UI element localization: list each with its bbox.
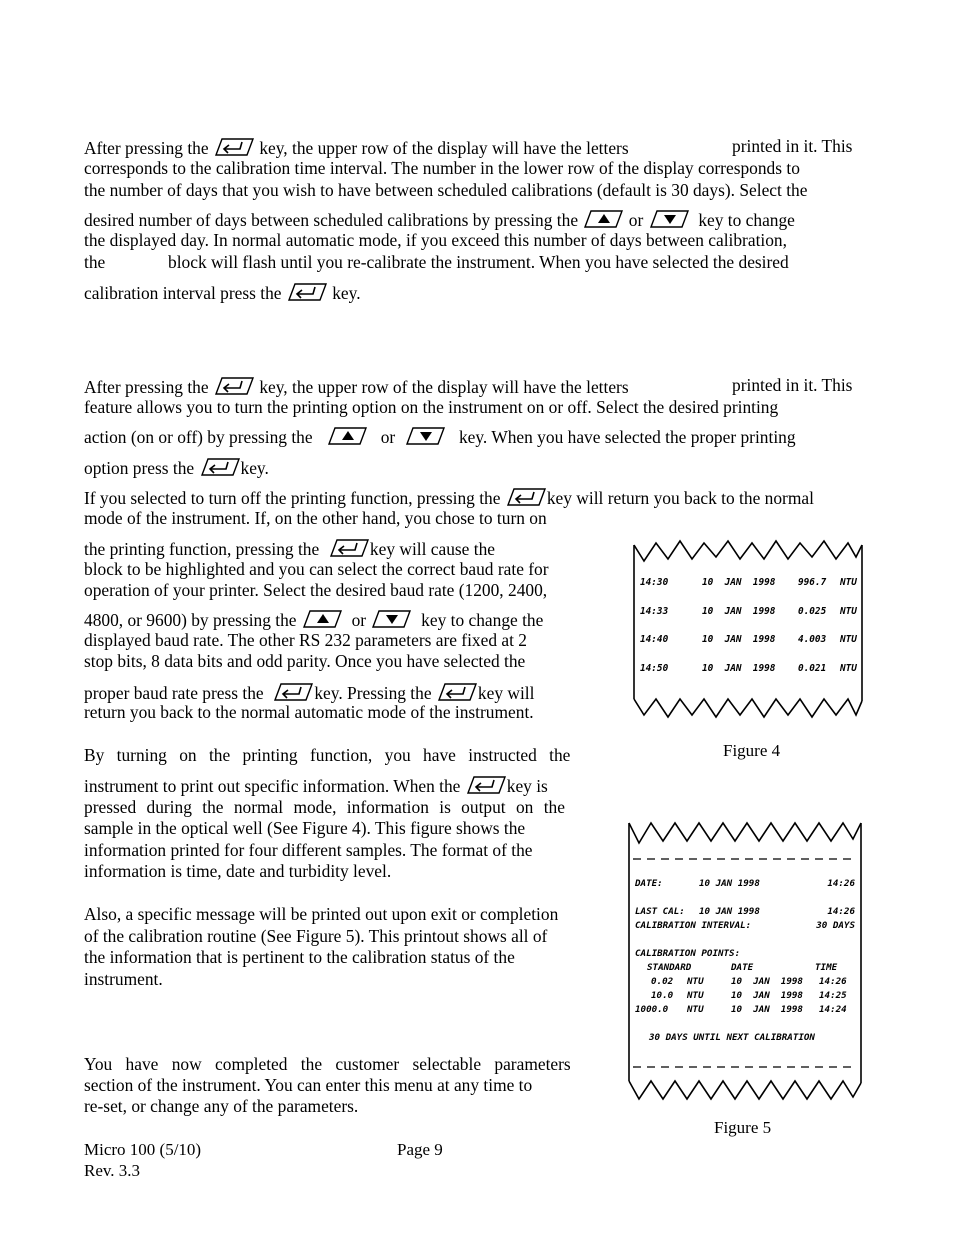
para3-line3 <box>84 537 495 561</box>
figure5-point-date: 10 JAN 1998 <box>731 990 803 1001</box>
figure5-point-time: 14:24 <box>819 1004 847 1015</box>
col-date: DATE <box>731 962 754 973</box>
enter-key-icon <box>328 537 370 559</box>
para1-line2: corresponds to the calibration time interval. The number in the lower row of the display corresponds to <box>84 158 800 178</box>
figure4-unit: NTU <box>840 634 857 645</box>
footer-page-number: Page 9 <box>397 1140 443 1159</box>
text: key is <box>506 776 548 796</box>
figure4-date: 10 JAN 1998 <box>702 605 776 617</box>
footer-revision: Rev. 3.3 <box>84 1161 141 1180</box>
figure5-point-date: 10 JAN 1998 <box>731 1004 803 1015</box>
text: the printing function, pressing the <box>84 539 320 559</box>
down-arrow-key-icon <box>648 208 690 230</box>
figure4-row <box>640 606 862 635</box>
para5-line4: instrument. <box>84 969 163 989</box>
figure4-time: 14:40 <box>640 634 669 645</box>
para3-line1 <box>84 486 814 510</box>
para2-line4 <box>84 456 269 480</box>
fig5-date-row <box>635 877 857 891</box>
text: proper baud rate press the <box>84 683 264 703</box>
para3-line5: operation of your printer. Select the desired baud rate (1200, 2400, <box>84 580 548 600</box>
figure5-point-row <box>635 1003 857 1017</box>
col-time: TIME <box>815 962 838 973</box>
para3-line4: block to be highlighted and you can select the correct baud rate for <box>84 559 549 579</box>
lastcal-label: LAST CAL: <box>635 906 685 917</box>
para1-line7 <box>84 281 361 305</box>
text: key will cause the <box>369 539 495 559</box>
para5-line2: of the calibration routine (See Figure 5). This printout shows all of <box>84 926 548 946</box>
figure5-point-std: 10.0 <box>651 990 674 1001</box>
para1-line5: the displayed day. In normal automatic mode, if you exceed this number of days between calibration, <box>84 230 787 250</box>
enter-key-icon <box>465 774 507 796</box>
date-time: 14:26 <box>827 878 855 889</box>
enter-key-icon <box>436 681 478 703</box>
fig5-points-header <box>635 961 857 975</box>
col-standard: STANDARD <box>647 962 692 973</box>
figure4-value: 996.7 <box>798 577 827 588</box>
para1-line1 <box>84 136 629 160</box>
para4-line1: By turning on the printing function, you have instructed the <box>84 745 571 765</box>
figure4-time: 14:33 <box>640 605 669 617</box>
figure4-time: 14:50 <box>640 662 669 674</box>
para4-line2 <box>84 774 548 798</box>
figure5-point-row <box>635 975 857 989</box>
fig5-points <box>635 975 857 1017</box>
lastcal-time: 14:26 <box>827 906 855 917</box>
text: 4800, or 9600) by pressing the <box>84 610 297 630</box>
figure4-row <box>640 663 862 692</box>
points-label: CALIBRATION POINTS: <box>635 948 741 959</box>
text: key, the upper row of the display will have the letters <box>259 138 629 158</box>
para3-line8: stop bits, 8 data bits and odd parity. Once you have selected the <box>84 651 526 671</box>
para2-line1-end: printed in it. This <box>732 375 853 395</box>
down-arrow-key-icon <box>404 425 446 447</box>
footer-doc: Micro 100 (5/10) <box>84 1140 202 1159</box>
figure5-text <box>635 877 857 1045</box>
figure4-time: 14:30 <box>640 577 669 588</box>
text: key, the upper row of the display will have the letters <box>259 377 629 397</box>
para1-line6-end: block will flash until you re-calibrate the instrument. When you have selected the desired <box>168 252 789 272</box>
figure5-point-date: 10 JAN 1998 <box>731 976 803 987</box>
figure4-value: 0.021 <box>798 662 827 674</box>
figure5-point-unit: NTU <box>687 976 704 987</box>
para5-line3: the information that is pertinent to the calibration status of the <box>84 947 515 967</box>
figure5-caption: Figure 5 <box>714 1118 772 1137</box>
text: action (on or off) by pressing the <box>84 427 313 447</box>
text: or <box>351 610 367 630</box>
text: calibration interval press the <box>84 283 282 303</box>
para1-line4 <box>84 208 795 232</box>
para4-line4: sample in the optical well (See Figure 4). This figure shows the <box>84 818 526 838</box>
para3-line2: mode of the instrument. If, on the other hand, you chose to turn on <box>84 508 547 528</box>
para4-line3: pressed during the normal mode, information is output on the <box>84 797 565 817</box>
up-arrow-key-icon <box>582 208 624 230</box>
para2-line1 <box>84 375 629 399</box>
figure4-unit: NTU <box>840 605 857 617</box>
para2-line3 <box>84 425 796 449</box>
interval-value: 30 DAYS <box>816 920 855 931</box>
para6-line2: section of the instrument. You can enter this menu at any time to <box>84 1075 533 1095</box>
para1-line3: the number of days that you wish to have between scheduled calibrations (default is 30 days). Select the <box>84 180 808 200</box>
up-arrow-key-icon <box>326 425 368 447</box>
figure5-point-std: 1000.0 <box>635 1004 669 1015</box>
figure4-date: 10 JAN 1998 <box>702 577 776 588</box>
text: key will <box>477 683 535 703</box>
text: or <box>380 427 396 447</box>
enter-key-icon <box>272 681 314 703</box>
text: key to change the <box>421 610 544 630</box>
para4-line6: information is time, date and turbidity level. <box>84 861 392 881</box>
figure4-value: 0.025 <box>798 605 827 617</box>
figure4-date: 10 JAN 1998 <box>702 662 776 674</box>
figure5-point-std: 0.02 <box>651 976 674 987</box>
text: key. Pressing the <box>314 683 432 703</box>
up-arrow-key-icon <box>301 608 343 630</box>
para6-line1: You have now completed the customer selectable parameters <box>84 1054 571 1074</box>
text: key to change <box>698 210 795 230</box>
date-label: DATE: <box>635 878 663 889</box>
text: or <box>628 210 644 230</box>
figure4-rows <box>640 577 862 691</box>
lastcal-value: 10 JAN 1998 <box>699 906 760 917</box>
para3-line6 <box>84 608 543 632</box>
next-cal: 30 DAYS UNTIL NEXT CALIBRATION <box>649 1032 815 1043</box>
enter-key-icon <box>213 136 255 158</box>
text: instrument to print out specific information. When the <box>84 776 461 796</box>
text: desired number of days between scheduled calibrations by pressing the <box>84 210 579 230</box>
para2-line2: feature allows you to turn the printing option on the instrument on or off. Select the desired printing <box>84 397 779 417</box>
figure5-point-time: 14:25 <box>819 990 847 1001</box>
figure5-point-time: 14:26 <box>819 976 847 987</box>
para5-line1: Also, a specific message will be printed out upon exit or completion <box>84 904 559 924</box>
text: After pressing the <box>84 138 209 158</box>
down-arrow-key-icon <box>370 608 412 630</box>
para6-line3: re-set, or change any of the parameters. <box>84 1096 359 1116</box>
enter-key-icon <box>213 375 255 397</box>
fig5-lastcal-row <box>635 905 857 919</box>
figure4-date: 10 JAN 1998 <box>702 634 776 645</box>
figure4-unit: NTU <box>840 577 857 588</box>
para3-line7: displayed baud rate. The other RS 232 parameters are fixed at 2 <box>84 630 527 650</box>
figure4-caption: Figure 4 <box>723 741 781 760</box>
text: key. <box>332 283 361 303</box>
text: key will return you back to the normal <box>546 488 814 508</box>
figure5-point-unit: NTU <box>687 990 704 1001</box>
figure5-point-row <box>635 989 857 1003</box>
text: key. <box>240 458 269 478</box>
text: option press the <box>84 458 195 478</box>
figure4-row <box>640 577 862 606</box>
text: key. When you have selected the proper printing <box>458 427 796 447</box>
enter-key-icon <box>505 486 547 508</box>
para4-line5: information printed for four different samples. The format of the <box>84 840 533 860</box>
para3-line9 <box>84 681 534 705</box>
para1-line6-start: the <box>84 252 106 272</box>
text: If you selected to turn off the printing function, pressing the <box>84 488 501 508</box>
fig5-interval-row <box>635 919 857 933</box>
date-value: 10 JAN 1998 <box>699 878 760 889</box>
text: After pressing the <box>84 377 209 397</box>
enter-key-icon <box>199 456 241 478</box>
figure5-point-unit: NTU <box>687 1004 704 1015</box>
enter-key-icon <box>286 281 328 303</box>
para3-line10: return you back to the normal automatic mode of the instrument. <box>84 702 534 722</box>
interval-label: CALIBRATION INTERVAL: <box>635 920 752 931</box>
figure4-row <box>640 634 862 663</box>
figure4-unit: NTU <box>840 662 857 674</box>
para1-line1-end: printed in it. This <box>732 136 853 156</box>
figure4-value: 4.003 <box>798 634 827 645</box>
